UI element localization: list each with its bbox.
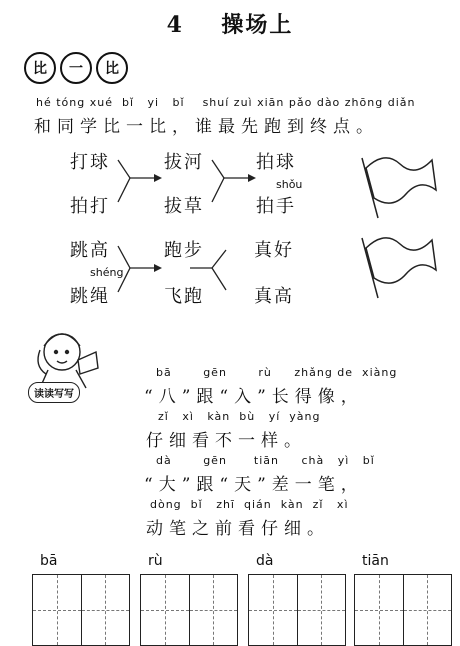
writing-grid-block — [248, 553, 346, 646]
writing-grid[interactable] — [354, 574, 452, 646]
grid-pinyin: rù — [148, 553, 163, 569]
word-item: 跳高 — [70, 240, 110, 261]
badge-char: 一 — [60, 52, 92, 84]
poem-pinyin: bā gēn rù zhǎng de xiàng — [156, 366, 398, 379]
grid-cell[interactable] — [298, 575, 346, 645]
writing-grid[interactable] — [140, 574, 238, 646]
word-item: 真高 — [254, 286, 294, 307]
grid-cell[interactable] — [190, 575, 238, 645]
grid-cell[interactable] — [82, 575, 130, 645]
grid-cell[interactable] — [404, 575, 452, 645]
writing-grid-block — [32, 553, 130, 646]
word-item: 拍手 — [256, 196, 296, 217]
grid-cell[interactable] — [141, 575, 190, 645]
writing-grid[interactable] — [248, 574, 346, 646]
lesson-title-text: 操场上 — [221, 12, 294, 38]
word-item: 真好 — [254, 240, 294, 261]
writing-grid[interactable] — [32, 574, 130, 646]
poem-pinyin: dà gēn tiān chà yì bǐ — [156, 454, 375, 467]
intro-text: 和同学比一比，谁最先跑到终点。 — [34, 117, 379, 137]
badge-char: 比 — [96, 52, 128, 84]
word-item: 拔河 — [164, 152, 204, 173]
poem-line: 仔细看不一样。 — [146, 431, 307, 451]
grid-cell[interactable] — [355, 575, 404, 645]
grid-pinyin: tiān — [362, 553, 389, 569]
word-item: 打球 — [70, 152, 110, 173]
word-item: 拔草 — [164, 196, 204, 217]
word-item: 飞跑 — [164, 286, 204, 307]
lesson-number: 4 — [166, 12, 184, 38]
word-item: 拍打 — [70, 196, 110, 217]
word-item: 拍球 — [256, 152, 296, 173]
poem-line: “八”跟“入”长得像， — [144, 387, 364, 407]
grid-cell[interactable] — [33, 575, 82, 645]
word-pinyin: shéng — [90, 266, 124, 279]
poem-line: “大”跟“天”差一笔， — [144, 475, 364, 495]
writing-grid-block — [354, 553, 452, 646]
grid-pinyin: bā — [40, 553, 58, 569]
intro-pinyin: hé tóng xué bǐ yi bǐ shuí zuì xiān pǎo dào zhōng diǎn — [36, 96, 416, 109]
poem-pinyin: dòng bǐ zhī qián kàn zǐ xì — [150, 498, 349, 511]
child-reading-icon — [38, 334, 98, 388]
word-pinyin: shǒu — [276, 178, 303, 191]
flag-icon — [362, 158, 436, 218]
grid-cell[interactable] — [249, 575, 298, 645]
poem-line: 动笔之前看仔细。 — [146, 519, 330, 539]
writing-grid-block — [140, 553, 238, 646]
grid-pinyin: dà — [256, 553, 274, 569]
word-item: 跑步 — [164, 240, 204, 261]
poem-pinyin: zǐ xì kàn bù yí yàng — [158, 410, 321, 423]
flag-icon — [362, 238, 436, 298]
read-write-label: 读读写写 — [28, 382, 80, 403]
badge-char: 比 — [24, 52, 56, 84]
word-item: 跳绳 — [70, 286, 110, 307]
